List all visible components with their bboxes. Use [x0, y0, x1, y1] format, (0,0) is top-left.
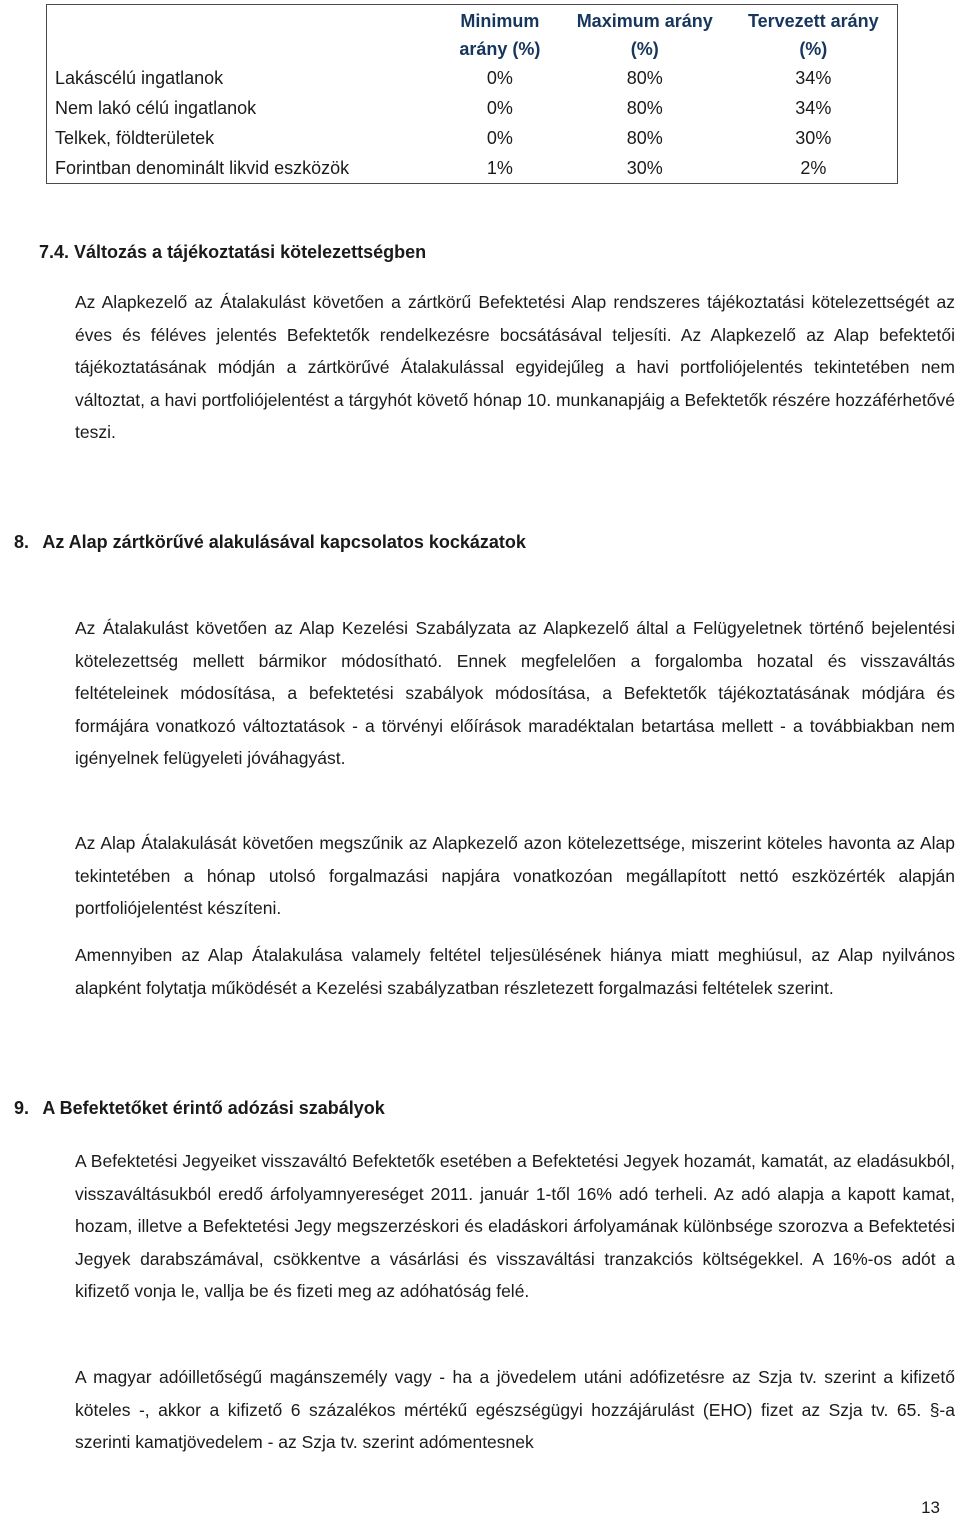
section-heading-7-4: 7.4. Változás a tájékoztatási kötelezettségben — [39, 242, 427, 262]
section-8-paragraph-3: Amennyiben az Alap Átalakulása valamely feltétel teljesülésének hiánya miatt meghiúsul, az Alap nyilvános alapként folytatja működését a Kezelési szabályzatban részletezett forgalmazási feltételek szerint. — [75, 945, 955, 998]
table-cell: 34% — [795, 68, 832, 88]
table-row — [47, 63, 898, 93]
section-heading-8 — [14, 530, 526, 554]
section-title: A Befektetőket érintő adózási szabályok — [42, 1098, 385, 1118]
section-8-paragraph-2: Az Alap Átalakulását követően megszűnik az Alapkezelő azon kötelezettsége, miszerint köteles havonta az Alap tekintetében a hónap utolsó forgalmazási napjára vonatkozóan megállapított nettó eszközérték alapján portfoliójelentést készíteni. — [75, 833, 955, 919]
section-number: 9. — [14, 1098, 30, 1118]
section-title: Az Alap zártkörűvé alakulásával kapcsolatos kockázatok — [42, 532, 526, 552]
table-row — [47, 93, 898, 123]
section-number: 8. — [14, 532, 30, 552]
table-cell: 0% — [486, 98, 513, 118]
section-8-paragraph-1: Az Átalakulást követően az Alap Kezelési Szabályzata az Alapkezelő által a Felügyeletnek történő bejelentési kötelezettség mellett bármikor módosítható. Ennek megfelelően a forgalomba hozatal és visszaváltás feltételeinek módosítása, a befektetési szabályok módosítása, a Befektetők tájékoztatásának módjára és formájára vonatkozó változtatások - a törvényi előírások maradéktalan betartása mellett - a továbbiakban nem igényelnek felügyeleti jóváhagyást. — [75, 618, 955, 769]
table-header-cell: Maximum arány (%) — [576, 11, 713, 59]
table-cell: Telkek, földterületek — [55, 128, 215, 148]
table-cell: 80% — [626, 128, 663, 148]
table-cell: Lakáscélú ingatlanok — [55, 68, 224, 88]
allocation-table — [46, 4, 898, 184]
table-cell: 2% — [800, 158, 827, 178]
section-heading-9 — [14, 1096, 385, 1120]
table-cell: 80% — [626, 98, 663, 118]
table-header-cell — [47, 5, 440, 64]
table-cell: 30% — [795, 128, 832, 148]
table-row — [47, 153, 898, 184]
table-header-cell: Minimum arány (%) — [459, 11, 541, 59]
table-cell: Nem lakó célú ingatlanok — [55, 98, 257, 118]
table-cell: 34% — [795, 98, 832, 118]
table-cell: 0% — [486, 68, 513, 88]
section-7-4-paragraph: Az Alapkezelő az Átalakulást követően a zártkörű Befektetési Alap rendszeres tájékoztatási kötelezettségét az éves és féléves jelentés Befektetők rendelkezésre bocsátásával teljesíti. Az Alapkezelő az Alap befektetői tájékoztatásának módján a zártkörűvé Átalakulással egyidejűleg a havi portfoliójelentés tekintetében nem változtat, a havi portfoliójelentést a tárgyhót követő hónap 10. munkanapjáig a Befektetők részére hozzáférhetővé teszi. — [75, 292, 955, 443]
table-header-row — [47, 5, 898, 64]
table-header-cell: Tervezett arány (%) — [747, 11, 879, 59]
table-cell: 80% — [626, 68, 663, 88]
section-9-paragraph-2: A magyar adóilletőségű magánszemély vagy - ha a jövedelem utáni adófizetésre az Szja tv. szerint a kifizető köteles -, akkor a kifizető 6 százalékos mértékű egészségügyi hozzájárulást (EHO) fizet az Szja tv. 65. §-a szerinti kamatjövedelem - az Szja tv. szerint adómentesnek — [75, 1367, 955, 1453]
table-cell: 0% — [486, 128, 513, 148]
table-cell: 30% — [626, 158, 663, 178]
table-cell: 1% — [486, 158, 513, 178]
section-9-paragraph-1: A Befektetési Jegyeiket visszaváltó Befektetők esetében a Befektetési Jegyek hozamát, kamatát, az eladásukból, visszaváltásukból eredő árfolyamnyereséget 2011. január 1-től 16% adó terheli. Az adó alapja a kapott kamat, hozam, illetve a Befektetési Jegy megszerzéskori és eladáskori árfolyamának különbsége szorozva a Befektetési Jegyek darabszámával, csökkentve a vásárlási és visszaváltási tranzakciós költségekkel. A 16%-os adót a kifizető vonja le, vallja be és fizeti meg az adóhatóság felé. — [75, 1151, 955, 1302]
table-cell: Forintban denominált likvid eszközök — [55, 158, 350, 178]
table-row — [47, 123, 898, 153]
page-number: 13 — [921, 1498, 940, 1517]
